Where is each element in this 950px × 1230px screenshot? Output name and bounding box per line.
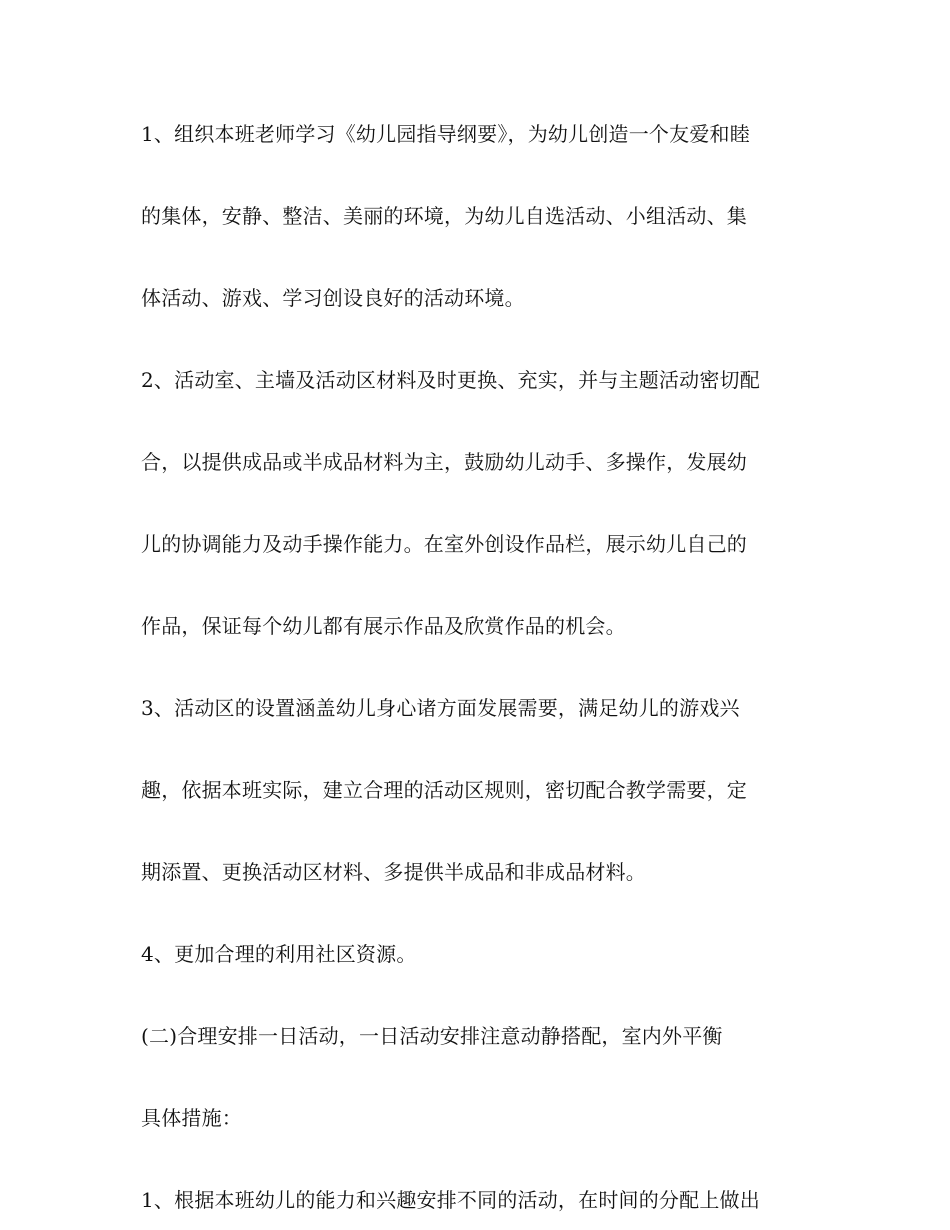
text-line: 作品，保证每个幼儿都有展示作品及欣赏作品的机会。 [141, 614, 626, 638]
text-line: 具体措施： [141, 1106, 242, 1130]
text-line: 体活动、游戏、学习创设良好的活动环境。 [141, 286, 525, 310]
text-line: 4、更加合理的利用社区资源。 [141, 942, 417, 966]
section-heading: (二)合理安排一日活动，一日活动安排注意动静搭配，室内外平衡 [141, 1024, 723, 1048]
text-line: 2、活动室、主墙及活动区材料及时更换、充实，并与主题活动密切配 [141, 368, 760, 392]
text-line: 1、根据本班幼儿的能力和兴趣安排不同的活动，在时间的分配上做出 [141, 1188, 760, 1212]
text-line: 期添置、更换活动区材料、多提供半成品和非成品材料。 [141, 860, 646, 884]
text-line: 趣，依据本班实际，建立合理的活动区规则，密切配合教学需要，定 [141, 778, 747, 802]
text-line: 的集体，安静、整洁、美丽的环境，为幼儿自选活动、小组活动、集 [141, 204, 747, 228]
text-line: 合，以提供成品或半成品材料为主，鼓励幼儿动手、多操作，发展幼 [141, 450, 747, 474]
document-body [141, 120, 821, 1214]
text-line: 1、组织本班老师学习《幼儿园指导纲要》，为幼儿创造一个友爱和睦 [141, 122, 750, 146]
text-line: 3、活动区的设置涵盖幼儿身心诸方面发展需要，满足幼儿的游戏兴 [141, 696, 740, 720]
text-line: 儿的协调能力及动手操作能力。在室外创设作品栏，展示幼儿自己的 [141, 532, 747, 556]
